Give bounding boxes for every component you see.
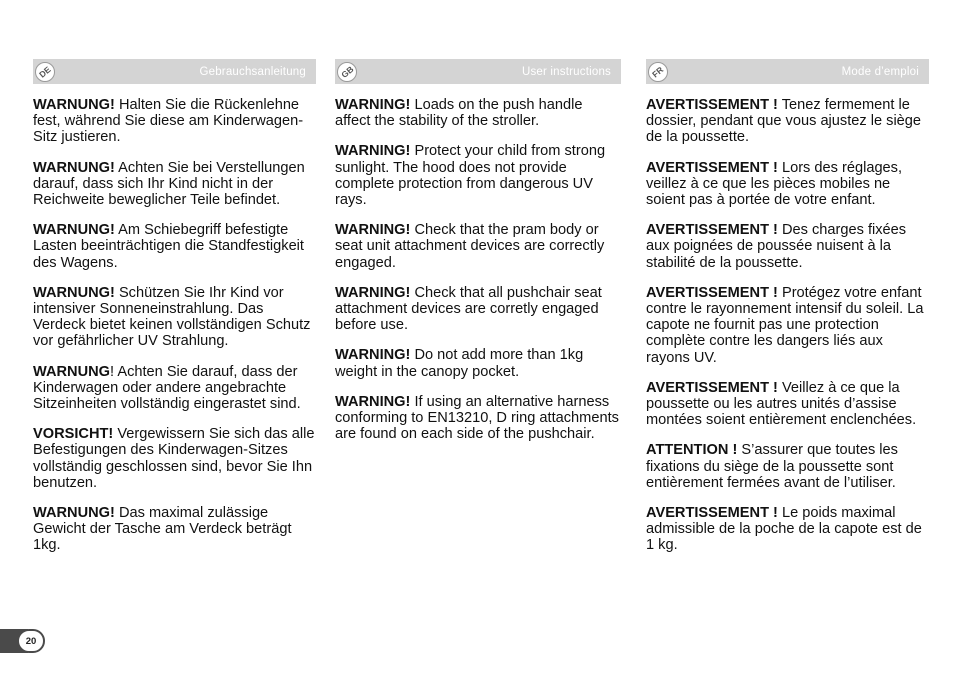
warning-label: WARNUNG!: [33, 159, 115, 176]
warning-text: Check that the pram body or seat unit attachment devices are correctly engaged.: [335, 222, 605, 271]
section-title-fr: Mode d’emploi: [841, 66, 919, 78]
warning-item: [335, 347, 621, 379]
warning-text: If using an alternative harness conforming to EN13210, D ring attachments are found on each side of the pushchair.: [335, 393, 619, 443]
warning-text: Protégez votre enfant contre le rayonnement intensif du soleil. La capote ne fournit pas une protection complète contre les dangers liés aux rayons UV.: [646, 284, 924, 366]
warning-text: Le poids maximal admissible de la poche de la capote est de 1 kg.: [646, 505, 922, 554]
warning-label: WARNUNG!: [33, 505, 115, 522]
language-badge-de: DE: [35, 62, 55, 82]
warning-label: AVERTISSEMENT !: [646, 222, 778, 239]
column-gb: [335, 59, 621, 456]
warning-item: [335, 97, 621, 129]
warning-label: WARNUNG!: [33, 284, 115, 301]
section-header-fr: [646, 59, 929, 84]
warning-label: AVERTISSEMENT !: [646, 505, 778, 522]
warning-text: Halten Sie die Rückenlehne fest, während Sie diese am Kinderwagen-Sitz justieren.: [33, 97, 304, 146]
page-number: 20: [17, 629, 45, 653]
language-badge-fr: FR: [648, 62, 668, 82]
warning-text: Veillez à ce que la poussette ou les autres unités d’assise montées soient entièrement enclenchées.: [646, 379, 917, 429]
warning-label: WARNING!: [335, 393, 411, 410]
warning-label: WARNUNG!: [33, 97, 115, 113]
warning-text: Achten Sie bei Verstellungen darauf, dass sich Ihr Kind nicht in der Reichweite beweglicher Teile befindet.: [33, 159, 305, 209]
warning-text: Am Schiebegriff befestigte Lasten beeinträchtigen die Standfestigkeit des Wagens.: [33, 222, 304, 271]
warning-item: [33, 160, 316, 209]
warning-text: Loads on the push handle affect the stability of the stroller.: [335, 97, 583, 130]
warning-text: S’assurer que toutes les fixations du siège de la poussette sont entièrement fermées avant de l’utiliser.: [646, 442, 898, 491]
column-de: [33, 59, 316, 568]
warning-item: [335, 285, 621, 334]
section-header-gb: [335, 59, 621, 84]
warning-label: WARNING!: [335, 284, 411, 301]
warning-text: Check that all pushchair seat attachment devices are corretly engaged before use.: [335, 284, 602, 334]
section-header-de: [33, 59, 316, 84]
language-badge-gb: GB: [337, 62, 357, 82]
section-title-de: Gebrauchsanleitung: [199, 66, 306, 78]
section-title-gb: User instructions: [521, 66, 611, 78]
warning-label: WARNING!: [335, 143, 411, 160]
warning-label: WARNING!: [335, 347, 411, 364]
warning-item: [646, 222, 929, 271]
warning-label: WARNUNG: [33, 363, 111, 380]
warning-text: Vergewissern Sie sich das alle Befestigungen des Kinderwagen-Sitzes vollständig geschlossen sind, bevor Sie Ihn benutzen.: [33, 426, 315, 491]
warning-item: [646, 380, 929, 429]
warning-item: [33, 285, 316, 350]
warning-label: AVERTISSEMENT !: [646, 97, 778, 113]
warning-item: [33, 97, 316, 146]
warning-text: Lors des réglages, veillez à ce que les pièces mobiles ne soient pas à portée de votre enfant.: [646, 159, 903, 209]
warning-text: Tenez fermement le dossier, pendant que vous ajustez le siège de la poussette.: [646, 97, 922, 146]
warning-label: WARNING!: [335, 222, 411, 239]
warning-item: [33, 505, 316, 554]
warning-text: Des charges fixées aux poignées de poussée nuisent à la stabilité de la poussette.: [646, 222, 907, 271]
warning-text: Schützen Sie Ihr Kind vor intensiver Sonneneinstrahlung. Das Verdeck bietet keinen vollständigen Schutz vor gefährlicher UV Strahlung.: [33, 284, 311, 350]
warning-label: AVERTISSEMENT !: [646, 379, 778, 396]
warning-text: ! Achten Sie darauf, dass der Kinderwagen oder andere angebrachte Sitzeinheiten vollständig eingerastet sind.: [33, 363, 301, 413]
warning-item: [646, 160, 929, 209]
warning-item: [33, 222, 316, 271]
column-fr: [646, 59, 929, 568]
warning-item: [335, 222, 621, 271]
warning-item: [33, 426, 316, 491]
warning-label: AVERTISSEMENT !: [646, 284, 778, 301]
warning-text: Protect your child from strong sunlight. The hood does not provide complete protection from dangerous UV rays.: [335, 143, 606, 209]
warning-item: [646, 505, 929, 554]
warning-text: Das maximal zulässige Gewicht der Tasche am Verdeck beträgt 1kg.: [33, 505, 292, 554]
warning-text: Do not add more than 1kg weight in the canopy pocket.: [335, 347, 584, 380]
warning-label: WARNING!: [335, 97, 411, 113]
warning-item: [646, 97, 929, 146]
warning-item: [335, 143, 621, 208]
warning-item: [646, 442, 929, 491]
warning-label: VORSICHT!: [33, 426, 114, 443]
warning-item: [33, 364, 316, 413]
warning-item: [646, 285, 929, 366]
warning-label: AVERTISSEMENT !: [646, 159, 778, 176]
warning-item: [335, 394, 621, 443]
warning-label: ATTENTION !: [646, 442, 738, 459]
warning-label: WARNUNG!: [33, 222, 115, 239]
